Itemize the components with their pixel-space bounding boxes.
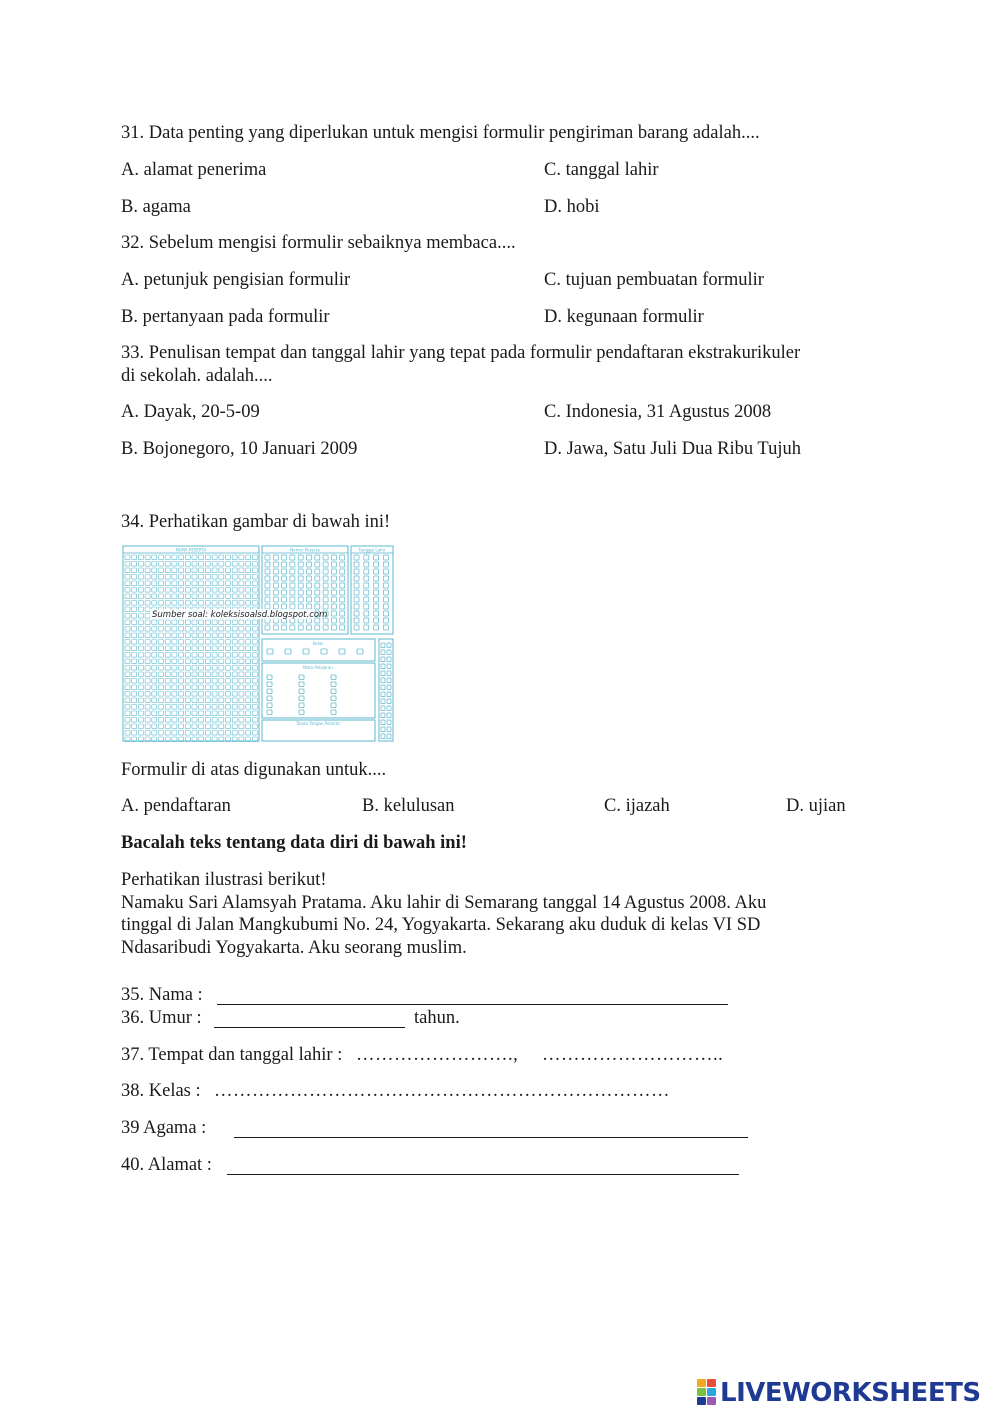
q33-option-a[interactable]: A. Dayak, 20-5-09 [121,402,260,422]
q34-option-c[interactable]: C. ijazah [604,796,670,816]
reading-line-1: Namaku Sari Alamsyah Pratama. Aku lahir di Semarang tanggal 14 Agustus 2008. Aku [121,893,767,913]
q31-option-c[interactable]: C. tanggal lahir [544,160,659,180]
q31-question: 31. Data penting yang diperlukan untuk mengisi formulir pengiriman barang adalah.... [121,123,760,143]
q33-option-d[interactable]: D. Jawa, Satu Juli Dua Ribu Tujuh [544,439,801,459]
q36-label: 36. Umur : [121,1008,202,1028]
q33-option-b[interactable]: B. Bojonegoro, 10 Januari 2009 [121,439,358,459]
q33-question-line2: di sekolah. adalah.... [121,366,273,386]
q32-option-d[interactable]: D. kegunaan formulir [544,307,704,327]
q33-option-c[interactable]: C. Indonesia, 31 Agustus 2008 [544,402,772,422]
liveworksheets-logo[interactable] [697,1378,981,1408]
header-nomor-peserta: Nomor Peserta [290,547,320,553]
q37-place-blank[interactable]: ……………………., [356,1045,519,1065]
liveworksheets-logo-icon [697,1379,717,1407]
q39-label: 39 Agama : [121,1118,207,1138]
header-tanda-tangan: Tanda Tangan Peserta [296,721,340,726]
q37-label: 37. Tempat dan tanggal lahir : [121,1045,343,1065]
mata-pelajaran-panel [262,663,375,718]
q34-option-a[interactable]: A. pendaftaran [121,796,231,816]
q31-option-a[interactable]: A. alamat penerima [121,160,267,180]
q34-option-b[interactable]: B. kelulusan [362,796,455,816]
image-watermark: Sumber soal: koleksisoalsd.blogspot.com [152,610,328,620]
q40-label: 40. Alamat : [121,1155,212,1175]
reading-line-2: tinggal di Jalan Mangkubumi No. 24, Yogyakarta. Sekarang aku duduk di kelas VI SD [121,915,761,935]
q37-date-blank[interactable]: ……………………….. [542,1045,724,1065]
name-bubble-grid [125,555,257,742]
q36-answer-blank[interactable] [214,1011,405,1028]
q32-option-c[interactable]: C. tujuan pembuatan formulir [544,270,764,290]
answer-sheet-image [122,545,394,743]
reading-intro: Perhatikan ilustrasi berikut! [121,870,327,890]
reading-heading: Bacalah teks tentang data diri di bawah ini! [121,833,467,853]
q32-option-b[interactable]: B. pertanyaan pada formulir [121,307,330,327]
q31-option-b[interactable]: B. agama [121,197,191,217]
q34-option-d[interactable]: D. ujian [786,796,846,816]
q39-answer-blank[interactable] [234,1121,748,1138]
q34-prompt: Formulir di atas digunakan untuk.... [121,760,387,780]
logo-text: LIVEWORKSHEETS [720,1378,981,1408]
q34-question: 34. Perhatikan gambar di bawah ini! [121,512,391,532]
q38-answer-blank[interactable]: ……………………………………………………………… [214,1081,670,1101]
q32-option-a[interactable]: A. petunjuk pengisian formulir [121,270,351,290]
q35-answer-blank[interactable] [217,988,728,1005]
header-mata-pelajaran: Mata Pelajaran [303,665,333,670]
q38-label: 38. Kelas : [121,1081,201,1101]
header-kelas: Kelas [312,641,324,646]
header-tanggal-lahir: Tanggal Lahir [358,547,386,553]
q40-answer-blank[interactable] [227,1158,739,1175]
q33-question-line1: 33. Penulisan tempat dan tanggal lahir yang tepat pada formulir pendaftaran ekstrakurikuler [121,343,801,363]
header-nama-peserta: NAMA PESERTA [175,547,207,553]
q36-suffix: tahun. [414,1008,460,1028]
reading-line-3: Ndasaribudi Yogyakarta. Aku seorang muslim. [121,938,467,958]
q31-option-d[interactable]: D. hobi [544,197,600,217]
q32-question: 32. Sebelum mengisi formulir sebaiknya membaca.... [121,233,516,253]
q35-label: 35. Nama : [121,985,203,1005]
